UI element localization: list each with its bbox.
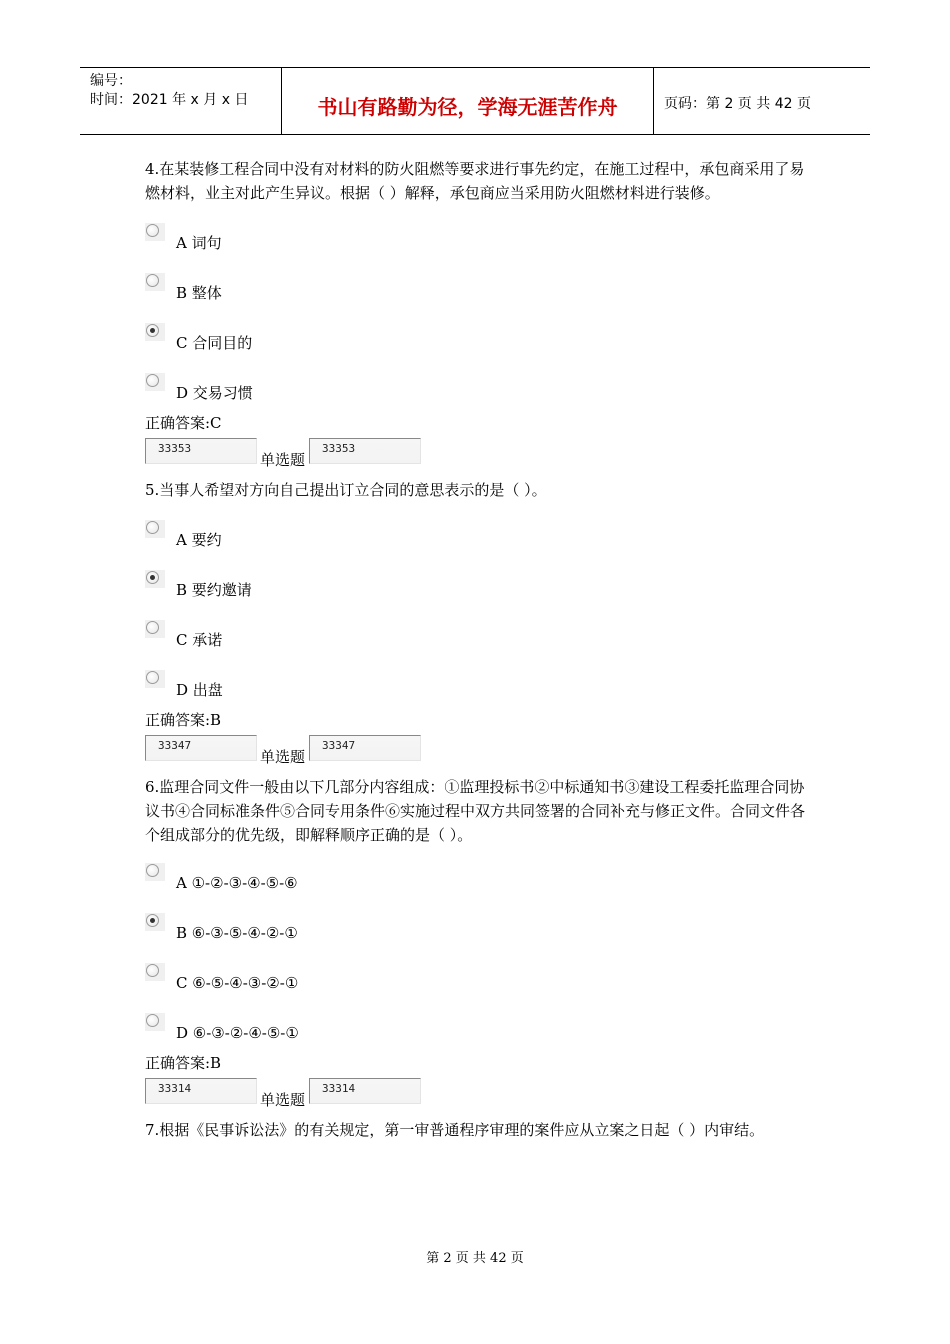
option-d[interactable]: [145, 1005, 810, 1055]
option-d[interactable]: [145, 662, 810, 712]
question-text: 7.根据《民事诉讼法》的有关规定，第一审普通程序审理的案件应从立案之日起（ ）内审结。: [145, 1121, 765, 1139]
option-a[interactable]: [145, 855, 810, 905]
question-type-label: 单选题: [260, 1091, 306, 1109]
question-6: [145, 775, 810, 1108]
question-7: [145, 1118, 810, 1142]
radio-unchecked-icon[interactable]: [146, 621, 159, 634]
header-left-cell: [80, 68, 282, 134]
page-header: [80, 67, 870, 135]
option-b[interactable]: [145, 265, 810, 315]
option-b[interactable]: [145, 905, 810, 955]
option-label: C 合同目的: [176, 334, 253, 352]
option-d[interactable]: [145, 365, 810, 415]
radio-unchecked-icon[interactable]: [146, 521, 159, 534]
correct-answer: 正确答案:B: [145, 711, 222, 729]
question-text: 6.监理合同文件一般由以下几部分内容组成：①监理投标书②中标通知书③建设工程委托监理合同协议书④合同标准条件⑤合同专用条件⑥实施过程中双方共同签署的合同补充与修正文件。合同文件各个组成部分的优先级，即解释顺序正确的是（ ）。: [145, 778, 806, 844]
radio-unchecked-icon[interactable]: [146, 671, 159, 684]
question-id-field[interactable]: 33314: [145, 1078, 257, 1104]
serial-label: 编号：: [90, 73, 132, 89]
header-middle-cell: [282, 68, 654, 134]
option-label: D ⑥-③-②-④-⑤-①: [176, 1024, 299, 1042]
motto: 书山有路勤为径，学海无涯苦作舟: [317, 95, 618, 119]
radio-unchecked-icon[interactable]: [146, 274, 159, 287]
question-id-field-2[interactable]: 33314: [309, 1078, 421, 1104]
header-right-cell: [654, 68, 870, 134]
radio-unchecked-icon[interactable]: [146, 864, 159, 877]
option-label: A 要约: [176, 531, 222, 549]
option-label: B ⑥-③-⑤-④-②-①: [176, 924, 298, 942]
option-label: B 整体: [176, 284, 222, 302]
option-b[interactable]: [145, 562, 810, 612]
option-label: A ①-②-③-④-⑤-⑥: [176, 874, 298, 892]
option-label: D 交易习惯: [176, 384, 253, 402]
id-field-row: [145, 1078, 810, 1108]
question-text: 4.在某装修工程合同中没有对材料的防火阻燃等要求进行事先约定，在施工过程中，承包商采用了易燃材料，业主对此产生异议。根据（ ）解释，承包商应当采用防火阻燃材料进行装修。: [145, 160, 805, 202]
question-id-field[interactable]: 33347: [145, 735, 257, 761]
radio-unchecked-icon[interactable]: [146, 224, 159, 237]
question-type-label: 单选题: [260, 451, 306, 469]
question-id-field[interactable]: 33353: [145, 438, 257, 464]
option-label: C ⑥-⑤-④-③-②-①: [176, 974, 299, 992]
option-label: D 出盘: [176, 681, 223, 699]
question-4: [145, 157, 810, 468]
option-a[interactable]: [145, 215, 810, 265]
option-label: A 词句: [176, 234, 222, 252]
time-label: 时间：2021 年 x 月 x 日: [90, 92, 249, 108]
id-field-row: [145, 735, 810, 765]
correct-answer: 正确答案:C: [145, 414, 222, 432]
option-c[interactable]: [145, 955, 810, 1005]
header-page-label: 页码：第 2 页 共 42 页: [664, 96, 811, 112]
id-field-row: [145, 438, 810, 468]
option-label: B 要约邀请: [176, 581, 252, 599]
question-list: [145, 157, 810, 1142]
question-5: [145, 478, 810, 765]
option-a[interactable]: [145, 512, 810, 562]
option-c[interactable]: [145, 315, 810, 365]
question-id-field-2[interactable]: 33353: [309, 438, 421, 464]
radio-checked-icon[interactable]: [146, 324, 159, 337]
option-c[interactable]: [145, 612, 810, 662]
question-id-field-2[interactable]: 33347: [309, 735, 421, 761]
question-type-label: 单选题: [260, 748, 306, 766]
option-label: C 承诺: [176, 631, 223, 649]
correct-answer: 正确答案:B: [145, 1054, 222, 1072]
question-text: 5.当事人希望对方向自己提出订立合同的意思表示的是（ ）。: [145, 481, 547, 499]
radio-checked-icon[interactable]: [146, 571, 159, 584]
radio-unchecked-icon[interactable]: [146, 374, 159, 387]
radio-unchecked-icon[interactable]: [146, 964, 159, 977]
page-footer: 第 2 页 共 42 页: [426, 1251, 524, 1266]
radio-unchecked-icon[interactable]: [146, 1014, 159, 1027]
radio-checked-icon[interactable]: [146, 914, 159, 927]
